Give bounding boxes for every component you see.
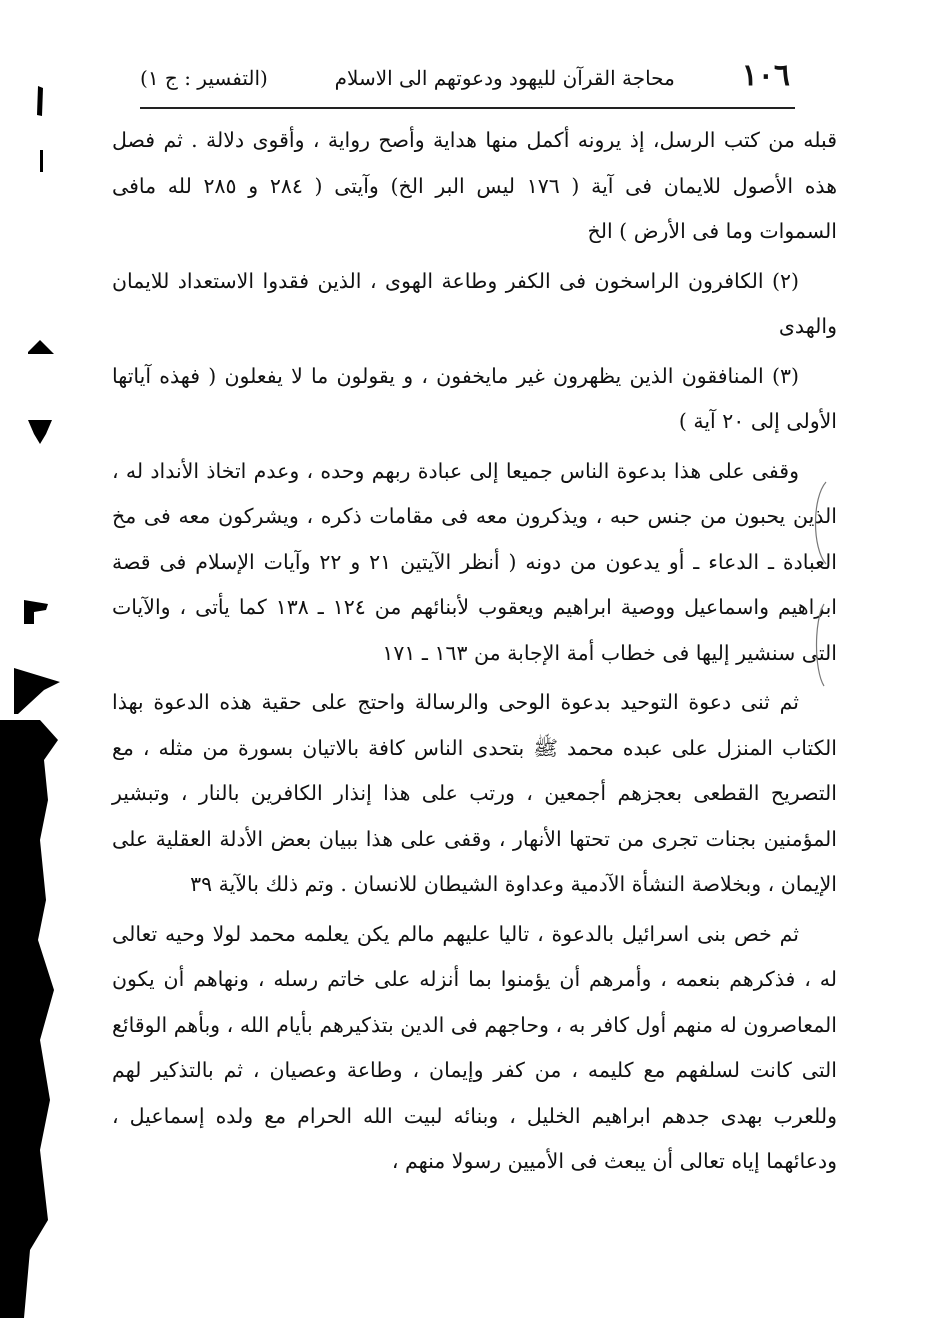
paragraph-3: (٣) المنافقون الذين يظهرون غير مايخفون ، و يقولون ما لا يفعلون ( فهذه آياتها الأولى إلى ٢٠ آية ) — [112, 363, 837, 433]
page-number: ١٠٦ — [741, 58, 790, 93]
page-body — [112, 118, 837, 1185]
running-header — [140, 58, 790, 93]
paragraph-2: (٢) الكافرون الراسخون فى الكفر وطاعة الهوى ، الذين فقدوا الاستعداد للايمان والهدى — [112, 268, 837, 338]
margin-bracket-mark — [806, 478, 836, 568]
paragraph-1: قبله من كتب الرسل، إذ يرونه أكمل منها هداية وأصح رواية ، وأقوى دلالة . ثم فصل هذه الأصول للايمان فى آية ( ١٧٦ ليس البر الخ) وآيتى ( ٢٨٤ و ٢٨٥ لله مافى السموات وما فى الأرض ) الخ — [112, 128, 838, 243]
paragraph-4: وقفى على هذا بدعوة الناس جميعا إلى عبادة ربهم وحده ، وعدم اتخاذ الأنداد له ، الذين يحبون من جنس حبه ، ويذكرون معه فى مقامات ذكره ، ويشركون معه فى مخ العبادة ـ الدعاء ـ أو يدعون من دونه ( أنظر الآيتين ٢١ و ٢٢ وآيات الإسلام فى قصة ابراهيم واسماعيل ووصية ابراهيم ويعقوب لأبنائهم من ١٢٤ ـ ١٣٨ كما يأتى ، والآيات التى سنشير إليها فى خطاب أمة الإجابة من ١٦٣ ـ ١٧١ — [112, 458, 838, 665]
running-title: محاجة القرآن لليهود ودعوتهم الى الاسلام — [334, 66, 675, 90]
paragraph-6: ثم خص بنى اسرائيل بالدعوة ، تاليا عليهم مالم يكن يعلمه محمد لولا وحيه تعالى له ، فذكرهم بنعمه ، وأمرهم أن يؤمنوا بما أنزله على خاتم رسله ، ونهاهم أن يكون المعاصرون له منهم أول كافر به ، وحاجهم فى الدين بتذكيرهم بأيام الله ، وبأهم الوقائع التى كانت لسلفهم مع كليمه ، من كفر وإيمان ، وطاعة وعصيان ، ثم بالتذكير لهم وللعرب بهدى جدهم ابراهيم الخليل ، وبنائه لبيت الله الحرام مع ولده إسماعيل ، ودعائهما إياه تعالى أن يبعث فى الأميين رسولا منهم ، — [112, 921, 837, 1173]
margin-bracket-mark — [806, 600, 836, 690]
volume-label: (التفسير : ج ١) — [140, 66, 268, 90]
paragraph-5: ثم ثنى دعوة التوحيد بدعوة الوحى والرسالة واحتج على حقية هذه الدعوة بهذا الكتاب المنزل على عبده محمد ﷺ بتحدى الناس كافة بالاتيان بسورة من مثله ، مع التصريح القطعى بعجزهم أجمعين ، ورتب على هذا إنذار الكافرين بالنار ، وتبشير المؤمنين بجنات تجرى من تحتها الأنهار ، وقفى على هذا ببيان بعض الأدلة العقلية على الإيمان ، وبخلاصة النشأة الآدمية وعداوة الشيطان للانسان . وتم ذلك بالآية ٣٩ — [112, 690, 837, 896]
header-rule — [140, 107, 795, 109]
scan-edge-shadow — [0, 0, 60, 1318]
